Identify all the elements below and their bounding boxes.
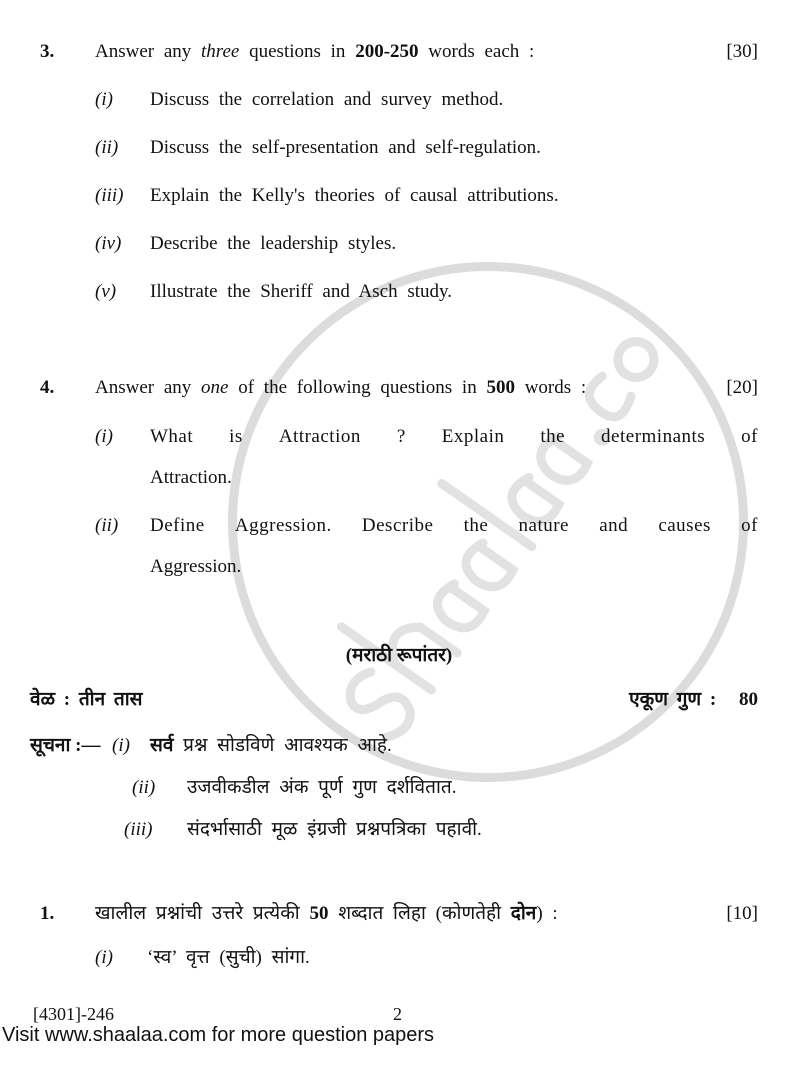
list-item: [40, 136, 758, 160]
item-label: (i): [95, 89, 113, 110]
instruction-row: [30, 734, 758, 758]
text: Answer any: [95, 377, 192, 398]
instruction-row: [40, 818, 758, 842]
word: Define: [150, 515, 205, 536]
question-text: [95, 376, 714, 400]
text: ) :: [536, 903, 558, 924]
list-item: [40, 232, 758, 256]
item-text: [150, 425, 758, 490]
item-text: ‘स्व’ वृत्त (सुची) सांगा.: [147, 947, 310, 968]
item-text-line: [150, 425, 758, 449]
item-label: (ii): [95, 515, 119, 536]
total-marks-value: 80: [739, 689, 758, 710]
question-number: 1.: [40, 903, 55, 924]
visit-link[interactable]: Visit www.shaalaa.com for more question papers: [2, 1024, 435, 1046]
item-text: Explain the Kelly's theories of causal attributions.: [150, 185, 559, 206]
text: words each :: [428, 41, 535, 62]
text: दोन: [510, 903, 537, 924]
instruction-text: उजवीकडील अंक पूर्ण गुण दर्शवितात.: [187, 777, 457, 798]
text: of the following questions in: [238, 377, 477, 398]
text: 500: [486, 377, 515, 398]
list-item: [40, 88, 758, 112]
page-number: 2: [393, 1004, 402, 1024]
item-text: Describe the leadership styles.: [150, 233, 397, 254]
question-4-row: [40, 376, 758, 400]
item-label: (i): [95, 947, 113, 968]
text: questions in: [249, 41, 346, 62]
item-label: (v): [95, 281, 117, 302]
text: three: [201, 41, 240, 62]
item-text: Discuss the self-presentation and self-regulation.: [150, 137, 541, 158]
item-label: (ii): [132, 777, 156, 798]
question-3-row: [40, 40, 758, 64]
item-label: (iii): [95, 185, 124, 206]
page-content: [2, 40, 758, 1046]
time-label: वेळ : तीन तास: [30, 689, 143, 710]
list-item: [40, 946, 758, 970]
list-item: [40, 514, 758, 579]
text: सर्व: [150, 735, 174, 756]
word: the: [463, 515, 489, 536]
marks: [20]: [726, 377, 758, 398]
item-text-line: [150, 514, 758, 538]
item-label: (i): [95, 426, 113, 447]
section-heading: (मराठी रूपांतर): [345, 645, 453, 666]
question-1-row: [40, 902, 758, 926]
item-text-line: Attraction.: [150, 467, 232, 488]
question-text: [95, 902, 714, 926]
word: the: [540, 426, 566, 447]
text: 200-250: [355, 41, 419, 62]
instructions-label: सूचना :—: [30, 735, 101, 756]
list-item: [40, 184, 758, 208]
item-text-line: Aggression.: [150, 556, 242, 577]
item-text: [150, 514, 758, 579]
text: one: [201, 377, 229, 398]
word: ?: [396, 426, 406, 447]
word: of: [741, 515, 758, 536]
text: words :: [524, 377, 587, 398]
marks: [30]: [726, 41, 758, 62]
word: causes: [658, 515, 711, 536]
word: is: [229, 426, 243, 447]
word: nature: [518, 515, 569, 536]
paper-code: [4301]-246: [33, 1004, 114, 1024]
list-item: [40, 280, 758, 304]
total-marks: [629, 688, 758, 712]
word: of: [741, 426, 758, 447]
text: प्रश्न सोडविणे आवश्यक आहे.: [183, 735, 392, 756]
item-label: (i): [112, 735, 130, 756]
word: Describe: [361, 515, 434, 536]
word: Attraction: [278, 426, 361, 447]
time-marks-row: [30, 688, 758, 712]
marks: [10]: [726, 903, 758, 924]
item-text: Illustrate the Sheriff and Asch study.: [150, 281, 453, 302]
item-text: Discuss the correlation and survey method.: [150, 89, 504, 110]
footer-row: [33, 1004, 758, 1024]
instruction-text: संदर्भासाठी मूळ इंग्रजी प्रश्नपत्रिका पहावी.: [187, 819, 482, 840]
instruction-text: [150, 734, 758, 758]
text: शब्दात लिहा (कोणतेही: [338, 903, 502, 924]
question-text: [95, 40, 714, 64]
word: What: [150, 426, 194, 447]
question-number: 4.: [40, 377, 55, 398]
total-marks-label: एकूण गुण :: [629, 689, 717, 710]
text: Answer any: [95, 41, 192, 62]
item-label: (iii): [124, 819, 153, 840]
text: 50: [309, 903, 329, 924]
word: and: [599, 515, 629, 536]
instruction-row: [40, 776, 758, 800]
item-label: (iv): [95, 233, 122, 254]
text: खालील प्रश्नांची उत्तरे प्रत्येकी: [95, 903, 300, 924]
word: Aggression.: [234, 515, 332, 536]
word: determinants: [601, 426, 706, 447]
question-number: 3.: [40, 41, 55, 62]
list-item: [40, 425, 758, 490]
word: Explain: [441, 426, 505, 447]
item-label: (ii): [95, 137, 119, 158]
